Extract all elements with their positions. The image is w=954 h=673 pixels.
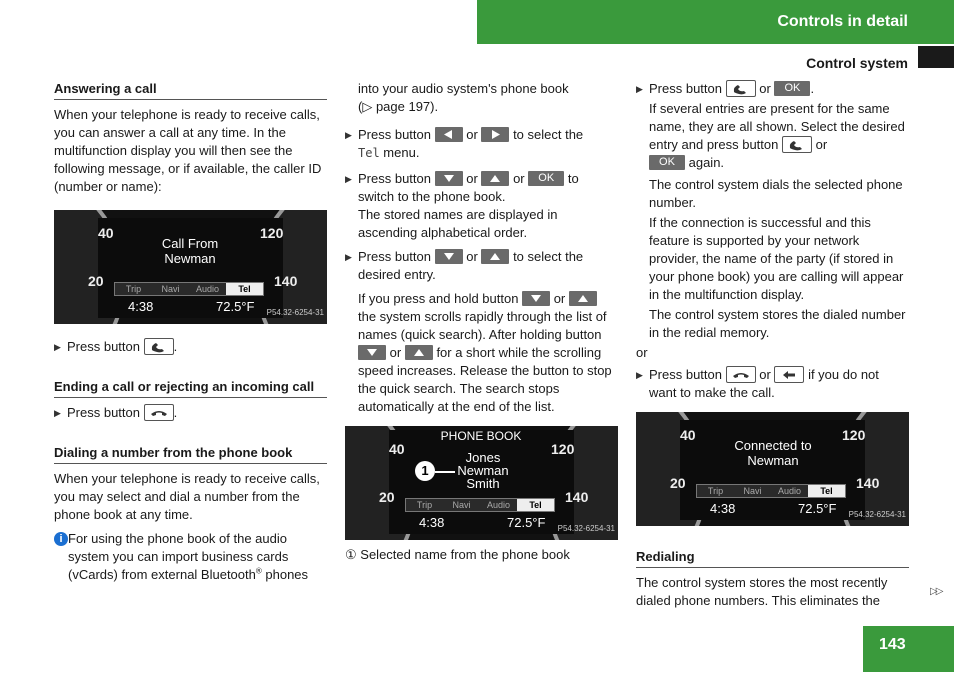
step-cancel: ▶ Press button or if you do not want to make the call.: [636, 367, 879, 401]
display-line-1: Call From: [161, 236, 219, 251]
column-2: [345, 80, 618, 564]
menu-audio: Audio: [195, 284, 220, 294]
text-answering: When your telephone is ready to receive calls, you can answer a call at any time. In the multifunction display you will then see the following message, or if available, the caller ID (number or name):: [54, 107, 322, 194]
gauge-num: 20: [670, 475, 686, 492]
display-line-2: Newman: [164, 251, 216, 266]
gauge-num: 140: [274, 273, 298, 289]
step-arrow-icon: ▶: [54, 408, 61, 419]
menu-navi: Navi: [161, 284, 180, 294]
column-1: [54, 80, 327, 584]
phone-pickup-icon: [782, 136, 812, 153]
ok-button-icon: OK: [528, 171, 564, 186]
text-redialing: The control system stores the most recently dialed phone numbers. This eliminates the: [636, 575, 888, 609]
gauge-num: 40: [389, 441, 405, 457]
info-note: i For using the phone book of the audio system you can import business cards (vCards) from external Bluetooth® phones: [54, 530, 327, 584]
display-menu-bar: [114, 282, 264, 296]
continued-icon: ▷▷: [930, 586, 942, 597]
display-time: 4:38: [128, 299, 154, 314]
display-time: 4:38: [419, 515, 445, 530]
display-line-1: Connected to: [734, 438, 812, 454]
gauge-num: 140: [565, 489, 589, 505]
heading-ending: Ending a call or rejecting an incoming call: [54, 378, 327, 398]
step-arrow-icon: ▶: [345, 174, 352, 184]
gauge-num: 120: [260, 225, 284, 241]
arrow-up-icon: [481, 249, 509, 264]
display-menu-bar: [696, 484, 846, 498]
arrow-down-icon: [358, 345, 386, 360]
display-temp: 72.5°F: [216, 299, 255, 314]
step-phonebook: ▶ Press button or or OK to switch to the phone book. The stored names are displayed in ascending alphabetical order.: [345, 171, 579, 240]
display-temp: 72.5°F: [798, 501, 837, 517]
step-dial: ▶ Press button or OK .: [636, 81, 815, 96]
arrow-up-icon: [569, 291, 597, 306]
arrow-down-icon: [435, 171, 463, 186]
back-icon: [774, 366, 804, 383]
menu-tel: Tel: [808, 485, 845, 497]
gauge-num: 120: [551, 441, 575, 457]
text-several-entries: If several entries are present for the same name, they are all shown. Select the desired entry and press button or OK again.: [649, 101, 905, 171]
arrow-up-icon: [481, 171, 509, 186]
figure-code: P54.32-6254-31: [266, 308, 324, 317]
phonebook-entry: Smith: [466, 476, 500, 491]
gauge-num: 20: [88, 273, 104, 289]
section-title: Control system: [806, 55, 908, 71]
display-phone-book: [345, 426, 618, 540]
callout-line: [435, 471, 455, 473]
display-menu-bar: [405, 498, 555, 512]
step-arrow-icon: ▶: [636, 84, 643, 94]
ok-button-icon: OK: [774, 81, 810, 96]
callout-marker: 1: [415, 461, 435, 481]
gauge-num: 140: [856, 475, 880, 492]
phonebook-entry: Jones: [465, 450, 501, 465]
step-arrow-icon: ▶: [345, 252, 352, 262]
phone-pickup-icon: [726, 80, 756, 97]
heading-dialing: Dialing a number from the phone book: [54, 444, 327, 464]
arrow-right-icon: [481, 127, 509, 142]
gauge-num: 40: [98, 225, 114, 241]
step-end: ▶ Press button .: [54, 405, 178, 421]
text-connection: If the connection is successful and this feature is supported by your network provider, the name of the party (if stored in your phone book) you are calling will appear in the multifunction display.: [649, 215, 904, 303]
display-time: 4:38: [710, 501, 736, 517]
step-arrow-icon: ▶: [636, 370, 643, 381]
menu-audio: Audio: [777, 486, 802, 497]
text-quick-search: If you press and hold button or the system scrolls rapidly through the list of names (quick search). After holding button or for a short while the scrolling speed increases. Release the button to stop the quick search. The search stops automatically at the end of the list.: [358, 291, 612, 414]
arrow-left-icon: [435, 127, 463, 142]
gauge-num: 40: [680, 427, 696, 444]
page-number: 143: [863, 626, 954, 672]
menu-tel: Tel: [517, 499, 554, 511]
phone-hangup-icon: [144, 404, 174, 421]
figure-caption: ① Selected name from the phone book: [345, 547, 570, 562]
text-dials: The control system dials the selected phone number.: [649, 177, 903, 211]
info-icon: i: [54, 532, 68, 546]
menu-audio: Audio: [486, 500, 511, 510]
display-temp: 72.5°F: [507, 515, 546, 530]
text-continuation: into your audio system's phone book (▷ page 197).: [358, 81, 569, 114]
display-call-from: [54, 210, 327, 324]
figure-code: P54.32-6254-31: [848, 510, 906, 520]
ok-button-icon: OK: [649, 155, 685, 170]
arrow-up-icon: [405, 345, 433, 360]
section-tab: [918, 46, 954, 68]
menu-trip: Trip: [707, 486, 724, 497]
menu-trip: Trip: [416, 500, 433, 510]
column-3: [636, 80, 909, 613]
phonebook-entry-selected: Newman: [457, 463, 509, 478]
menu-tel: Tel: [226, 283, 263, 295]
text-or: or: [636, 345, 648, 361]
step-select-entry: ▶ Press button or to select the desired entry.: [345, 249, 584, 282]
step-select-tel: ▶ Press button or to select the Tel menu.: [345, 127, 584, 160]
display-phonebook-title: PHONE BOOK: [440, 429, 522, 443]
heading-answering: Answering a call: [54, 80, 327, 100]
step-arrow-icon: ▶: [345, 130, 352, 140]
step-answer: ▶ Press button .: [54, 339, 178, 354]
phone-pickup-icon: [144, 338, 174, 355]
step-arrow-icon: ▶: [54, 342, 61, 352]
display-connected: [636, 412, 909, 526]
text-redial-memory: The control system stores the dialed number in the redial memory.: [649, 307, 906, 341]
heading-redialing: Redialing: [636, 548, 909, 568]
gauge-num: 20: [379, 489, 395, 505]
arrow-down-icon: [522, 291, 550, 306]
menu-navi: Navi: [743, 486, 762, 497]
chapter-title: Controls in detail: [777, 13, 908, 30]
phone-hangup-icon: [726, 366, 756, 383]
gauge-num: 120: [842, 427, 866, 444]
arrow-down-icon: [435, 249, 463, 264]
figure-code: P54.32-6254-31: [557, 524, 615, 533]
menu-navi: Navi: [452, 500, 471, 510]
text-dialing: When your telephone is ready to receive calls, you may select and dial a number from the phone book at any time.: [54, 471, 320, 523]
menu-trip: Trip: [125, 284, 142, 294]
display-line-2: Newman: [747, 453, 799, 469]
